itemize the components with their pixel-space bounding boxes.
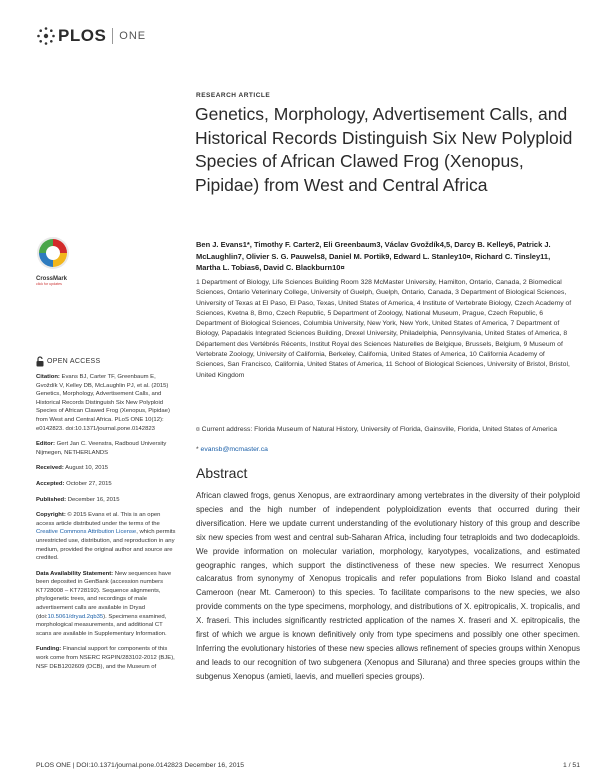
crossmark-label: CrossMark: [36, 276, 68, 282]
article-title: Genetics, Morphology, Advertisement Calls, and Historical Records Distinguish Six New Polyploid Species of African Clawed Frog (Xenopus, Pipidae) from West and Central Africa: [195, 104, 573, 195]
open-lock-icon: [36, 356, 44, 367]
corresponding-email: [196, 446, 268, 453]
abstract-text: African clawed frogs, genus Xenopus, are extraordinary among vertebrates in the diversity of their polyploid species and the high number of independent polyploidization events that occurred during their diversification. Here we update current understanding of the evolutionary history of this group and describe six new species from west and central sub-Saharan Africa, including four tetraploids and two dodecaploids. We provide information on molecular variation, morphology, karyotypes, vocalizations, and estimated geographic ranges, which support the distinctiveness of these new species. We resurrect Xenopus calcaratus from synonymy of Xenopus tropicalis and refer populations from Bioko Island and coastal Cameroon (near Mt. Cameroon) to this species. To facilitate comparisons to the new species, we also provide comments on the type specimens, morphology, and distributions of X. epitropicalis, X. tropicalis, and X. fraseri. This includes significantly restricted application of the names X. fraseri and X. epitropicalis, the first of which we argue is known definitively only from type specimens and possibly one other specimen. Inferring the evolutionary histories of these new species allows refinement of species groups within Xenopus and leads to our recognition of two subgenera (Xenopus and Silurana) and three species groups within the subgenus Xenopus (amieti, laevis, and muelleri species groups).: [196, 491, 580, 681]
accepted-date: Accepted: October 27, 2015: [36, 480, 112, 487]
author-list: Ben J. Evans1*, Timothy F. Carter2, Eli Greenbaum3, Václav Gvoždík4,5, Darcy B. Kelley6, Patrick J. McLaughlin7, Olivier S. G. Pauwels8, Daniel M. Portik9, Edward L. Stanley10¤, Richard C. Tinsley11, Martha L. Tobias6, David C. Blackburn10¤: [196, 240, 551, 272]
copyright: Copyright: © 2015 Evans et al. This is an open access article distributed under the terms of the Creative Commons Attribution License, which permits unrestricted use, distribution, and reproduction in any medium, provided the original author and source are credited.: [36, 512, 176, 562]
email-marker: *: [196, 446, 201, 453]
article-type: RESEARCH ARTICLE: [196, 92, 271, 99]
citation: Citation: Evans BJ, Carter TF, Greenbaum E, Gvoždík V, Kelley DB, McLaughlin PJ, et al. (2015) Genetics, Morphology, Advertisement Calls, and Historical Records Distinguish Six New Polyploid Species of African Clawed Frog (Xenopus, Pipidae) from West and Central Africa. PLoS ONE 10(12): e0142823. doi:10.1371/journal.pone.0142823: [36, 374, 170, 432]
plos-one-logo[interactable]: [36, 26, 146, 46]
plos-dots-icon: [36, 26, 56, 46]
crossmark-badge[interactable]: [36, 236, 76, 286]
email-link[interactable]: evansb@mcmaster.ca: [200, 446, 268, 453]
open-access-badge: [36, 356, 100, 367]
license-link[interactable]: Creative Commons Attribution License: [36, 529, 137, 536]
logo-divider: [112, 28, 113, 44]
article-sidebar: [36, 373, 176, 678]
journal-name: ONE: [119, 30, 147, 42]
page-footer: [36, 762, 580, 769]
abstract-heading: Abstract: [196, 465, 248, 481]
funding: Funding: Financial support for components of this work come from NSERC RGPIN/283102-2012 (BJE), NSF DEB1202609 (DCB), and the Museum of: [36, 646, 175, 670]
open-access-label: OPEN ACCESS: [47, 358, 101, 365]
current-address: ¤ Current address: Florida Museum of Natural History, University of Florida, Gainsville, Florida, United States of America: [196, 426, 557, 433]
published-date: Published: December 16, 2015: [36, 496, 120, 503]
crossmark-icon: [36, 236, 70, 270]
data-availability: Data Availability Statement: New sequences have been deposited in GenBank (accession numbers KT728008 – KT728192). Sequence alignments, phylogenetic trees, and recordings of male advertisement calls are available in Dryad (doi:10.5061/dryad.2qb35). Specimens examined, morphological measurements, and additional CT scans are available in Supplementary Information.: [36, 570, 172, 637]
received-date: Received: August 10, 2015: [36, 465, 109, 472]
dryad-link[interactable]: 10.5061/dryad.2qb35: [47, 613, 104, 620]
footer-citation: PLOS ONE | DOI:10.1371/journal.pone.0142823 December 16, 2015: [36, 762, 245, 769]
crossmark-sub: click for updates: [36, 282, 62, 286]
editor: Editor: Gert Jan C. Veenstra, Radboud University Nijmegen, NETHERLANDS: [36, 441, 167, 456]
plos-wordmark: PLOS: [58, 26, 107, 45]
affiliations: 1 Department of Biology, Life Sciences Building Room 328 McMaster University, Hamilton, Ontario, Canada, 2 Biomedical Sciences, Ontario Veterinary College, University of Guelph, Guelph, Ontario, Canada, 3 Department of Biological Sciences, University of Texas at El Paso, El Paso, Texas, United States of America, 4 Institute of Vertebrate Biology, Czech Academy of Sciences, Kvetna 8, Brno, Czech Republic, 5 Department of Zoology, National Museum, Prague, Czech Republic, 6 Department of Biological Sciences, Columbia University, New York, New York, United States of America, 7 Department of Biology, Papadakis Integrated Sciences Building, Drexel University, Philadelphia, Pennsylvania, United States of America, 8 Département des Vertébrés Récents, Institut Royal des Sciences Naturelles de Belgique, Brussels, Belgium, 9 Museum of Vertebrate Zoology, University of California, Berkeley, California, United States of America, 10 California Academy of Sciences, San Francisco, California, United States of America, 11 School of Biological Sciences, University of Bristol, Bristol, United Kingdom: [196, 279, 572, 379]
page-number: 1 / 51: [562, 762, 580, 769]
